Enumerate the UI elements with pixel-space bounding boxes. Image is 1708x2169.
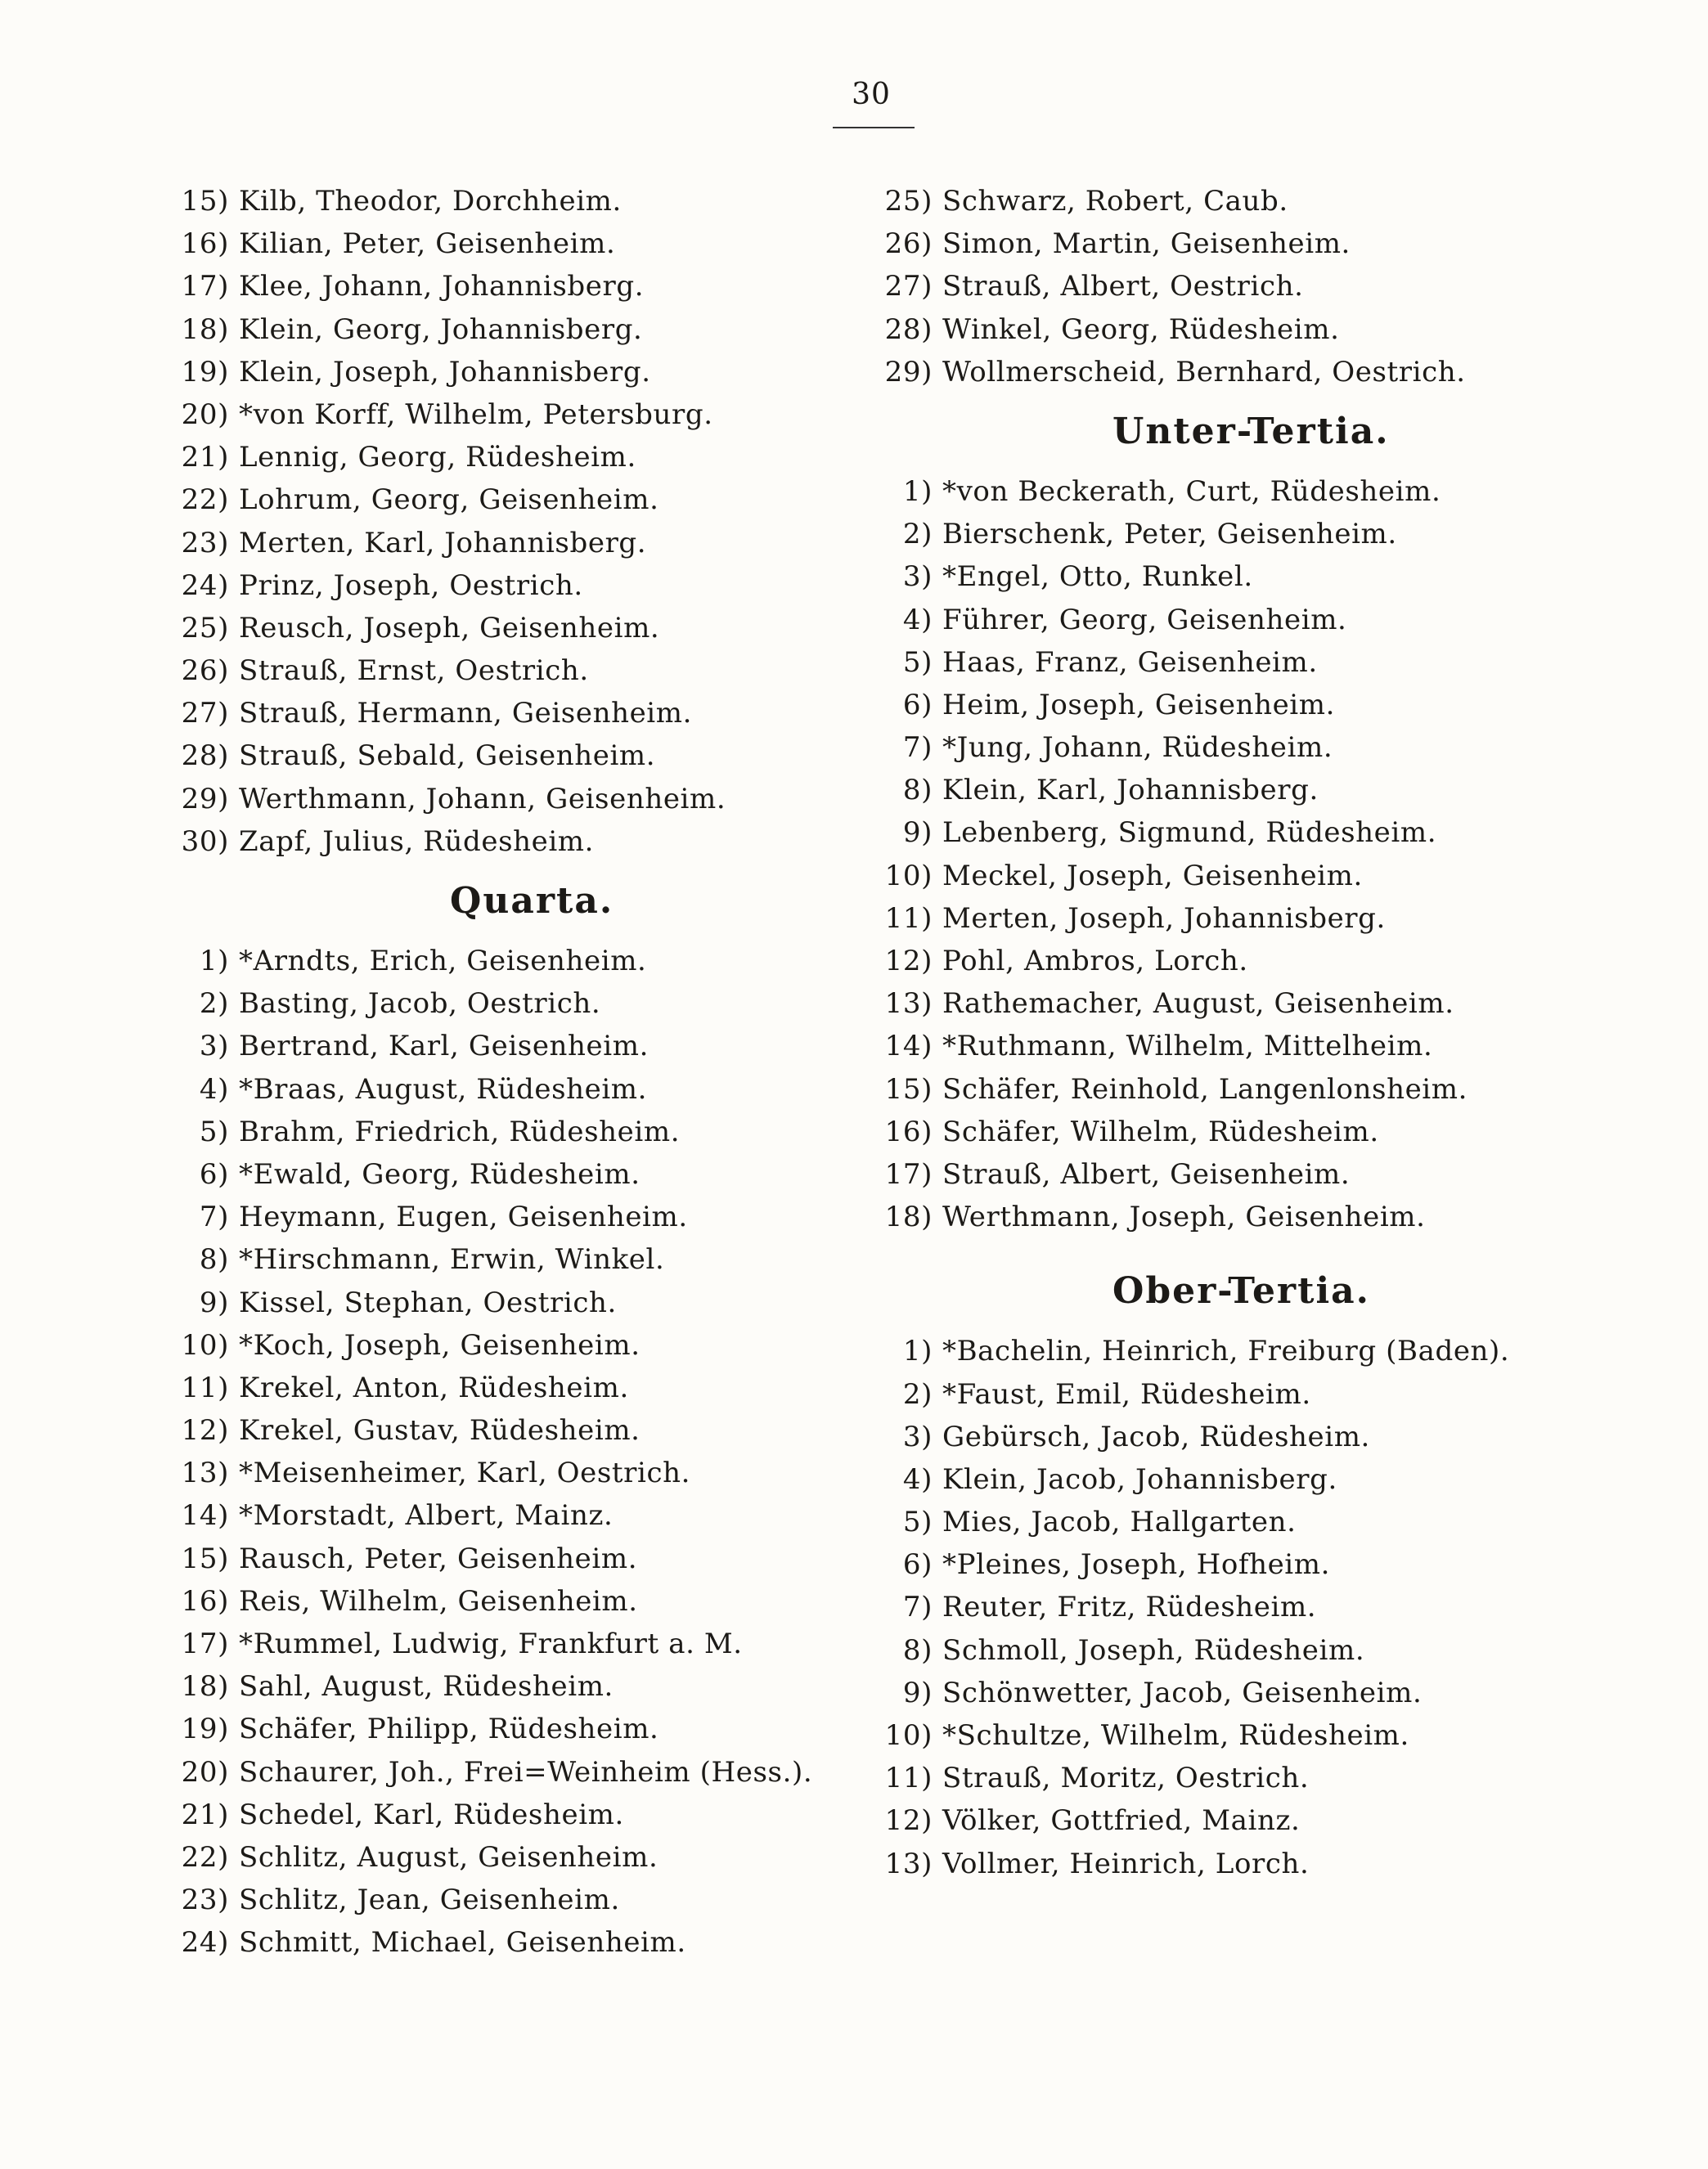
- list-item: [155, 564, 875, 607]
- entry-number: 8): [902, 1633, 933, 1667]
- list-item: [867, 1025, 1554, 1067]
- list-item: [155, 940, 875, 982]
- entry-number: 15): [181, 185, 229, 218]
- entry-name: Schmoll, Joseph, Rüdesheim.: [942, 1633, 1365, 1667]
- entry-name: Reusch, Joseph, Geisenheim.: [239, 611, 660, 644]
- list-item: [867, 1373, 1554, 1416]
- list-item: [155, 1751, 875, 1794]
- entry-number: 10): [181, 1328, 229, 1362]
- entry-number: 9): [902, 816, 933, 850]
- entry-name: Schäfer, Reinhold, Langenlonsheim.: [942, 1072, 1468, 1106]
- entry-name: Führer, Georg, Geisenheim.: [942, 603, 1347, 636]
- entry-number: 6): [902, 1548, 933, 1582]
- entry-number: 5): [902, 1506, 933, 1539]
- entry-name: Strauß, Ernst, Oestrich.: [239, 654, 589, 688]
- left-column: [155, 180, 875, 1965]
- entry-number: 25): [181, 611, 229, 644]
- list-item: [867, 1068, 1554, 1111]
- list-item: [867, 351, 1554, 393]
- entry-number: 17): [884, 1157, 933, 1191]
- entry-name: Klein, Georg, Johannisberg.: [239, 312, 643, 346]
- entry-number: 14): [181, 1499, 229, 1533]
- entry-name: Merten, Joseph, Johannisberg.: [942, 901, 1386, 935]
- list-item: [155, 820, 875, 863]
- entry-name: Mies, Jacob, Hallgarten.: [942, 1506, 1297, 1539]
- entry-name: Zapf, Julius, Rüdesheim.: [239, 824, 595, 858]
- page-number-underline: [833, 127, 915, 128]
- entry-name: Strauß, Sebald, Geisenheim.: [239, 739, 656, 773]
- entry-name: Schönwetter, Jacob, Geisenheim.: [942, 1676, 1423, 1709]
- entry-number: 1): [199, 945, 229, 977]
- list-item: [155, 265, 875, 308]
- list-item: [867, 982, 1554, 1025]
- list-item: [155, 351, 875, 393]
- entry-name: Schedel, Karl, Rüdesheim.: [239, 1798, 624, 1831]
- entry-number: 15): [181, 1542, 229, 1575]
- entry-name: *Meisenheimer, Karl, Oestrich.: [239, 1457, 691, 1490]
- entry-number: 27): [884, 270, 933, 303]
- entry-number: 29): [181, 782, 229, 815]
- list-item: [155, 1238, 875, 1281]
- entry-name: *Jung, Johann, Rüdesheim.: [942, 731, 1333, 765]
- entry-number: 21): [181, 1798, 229, 1831]
- entry-name: Reis, Wilhelm, Geisenheim.: [239, 1584, 638, 1618]
- list-item: [155, 522, 875, 564]
- entry-number: 19): [181, 1713, 229, 1746]
- entry-name: Klein, Jacob, Johannisberg.: [942, 1462, 1337, 1496]
- entry-name: Pohl, Ambros, Lorch.: [942, 945, 1248, 977]
- right-column: [867, 180, 1554, 1885]
- entry-number: 9): [199, 1286, 229, 1319]
- list-item: [867, 897, 1554, 940]
- list-item: [867, 1629, 1554, 1672]
- list-item: [867, 1501, 1554, 1543]
- entry-name: *Pleines, Joseph, Hofheim.: [942, 1548, 1331, 1582]
- entry-name: Vollmer, Heinrich, Lorch.: [942, 1847, 1310, 1880]
- entry-number: 1): [902, 1335, 933, 1368]
- entry-name: Sahl, August, Rüdesheim.: [239, 1670, 614, 1704]
- entry-name: *Morstadt, Albert, Mainz.: [239, 1499, 614, 1533]
- entry-name: Simon, Martin, Geisenheim.: [942, 227, 1351, 261]
- entry-number: 4): [199, 1072, 229, 1106]
- entry-number: 6): [199, 1157, 229, 1191]
- entry-number: 22): [181, 1840, 229, 1874]
- entry-name: Völker, Gottfried, Mainz.: [942, 1804, 1301, 1838]
- entry-number: 13): [884, 987, 933, 1021]
- section-title-unter-tertia: Unter-Tertia.: [1112, 410, 1390, 452]
- entry-number: 26): [181, 654, 229, 688]
- entry-number: 1): [902, 474, 933, 508]
- entry-name: Wollmerscheid, Bernhard, Oestrich.: [942, 355, 1466, 388]
- entry-name: *von Beckerath, Curt, Rüdesheim.: [942, 474, 1441, 508]
- list-item: [155, 436, 875, 478]
- entry-number: 12): [884, 945, 933, 977]
- entry-name: Rausch, Peter, Geisenheim.: [239, 1542, 638, 1575]
- entry-number: 3): [902, 1420, 933, 1453]
- list-item: [867, 684, 1554, 726]
- entry-number: 20): [181, 1755, 229, 1789]
- entry-name: Schäfer, Wilhelm, Rüdesheim.: [942, 1115, 1379, 1148]
- list-item: [155, 1538, 875, 1580]
- entry-number: 15): [884, 1072, 933, 1106]
- entry-name: *Faust, Emil, Rüdesheim.: [942, 1377, 1311, 1411]
- list-item: [155, 692, 875, 734]
- entry-name: Schlitz, Jean, Geisenheim.: [239, 1884, 620, 1917]
- list-item: [867, 1757, 1554, 1799]
- entry-number: 2): [902, 518, 933, 551]
- list-item: [155, 1494, 875, 1537]
- entry-number: 12): [181, 1414, 229, 1448]
- entry-number: 4): [902, 1462, 933, 1496]
- list-continued-right: [867, 180, 1554, 393]
- entry-number: 28): [884, 312, 933, 346]
- entry-name: Klee, Johann, Johannisberg.: [239, 270, 645, 303]
- entry-number: 11): [884, 901, 933, 935]
- entry-number: 18): [181, 1670, 229, 1704]
- list-ober-tertia: [867, 1330, 1554, 1884]
- section-title-ober-tertia: Ober-Tertia.: [1112, 1270, 1370, 1313]
- entry-number: 12): [884, 1804, 933, 1838]
- list-item: [867, 599, 1554, 641]
- list-item: [867, 470, 1554, 513]
- entry-name: Winkel, Georg, Rüdesheim.: [942, 312, 1340, 346]
- entry-number: 24): [181, 1926, 229, 1960]
- entry-name: *Engel, Otto, Runkel.: [942, 560, 1253, 594]
- entry-number: 23): [181, 526, 229, 559]
- list-unter-tertia: [867, 470, 1554, 1238]
- entry-name: Kissel, Stephan, Oestrich.: [239, 1286, 617, 1319]
- list-item: [155, 1153, 875, 1196]
- list-item: [155, 1111, 875, 1153]
- entry-number: 24): [181, 568, 229, 602]
- list-continued-left: [155, 180, 875, 863]
- list-item: [155, 393, 875, 436]
- entry-name: Lennig, Georg, Rüdesheim.: [239, 441, 636, 474]
- list-item: [867, 1672, 1554, 1714]
- entry-number: 17): [181, 1628, 229, 1660]
- entry-name: Meckel, Joseph, Geisenheim.: [942, 859, 1363, 892]
- entry-number: 9): [902, 1676, 933, 1709]
- entry-name: Rathemacher, August, Geisenheim.: [942, 987, 1454, 1021]
- entry-name: Schwarz, Robert, Caub.: [942, 185, 1288, 218]
- entry-name: Lebenberg, Sigmund, Rüdesheim.: [942, 816, 1437, 850]
- entry-number: 18): [884, 1201, 933, 1234]
- entry-name: Klein, Joseph, Johannisberg.: [239, 355, 651, 388]
- entry-name: *Ewald, Georg, Rüdesheim.: [239, 1157, 640, 1191]
- list-item: [155, 1409, 875, 1452]
- entry-number: 7): [902, 1591, 933, 1624]
- entry-name: Werthmann, Joseph, Geisenheim.: [942, 1201, 1426, 1234]
- list-item: [155, 1623, 875, 1665]
- list-item: [155, 1794, 875, 1836]
- list-item: [867, 513, 1554, 555]
- entry-number: 11): [181, 1371, 229, 1404]
- list-item: [155, 1367, 875, 1409]
- list-item: [867, 811, 1554, 854]
- entry-name: *Arndts, Erich, Geisenheim.: [239, 945, 647, 977]
- entry-number: 8): [199, 1243, 229, 1277]
- entry-name: Strauß, Albert, Oestrich.: [942, 270, 1304, 303]
- entry-number: 20): [181, 397, 229, 431]
- entry-name: *Bachelin, Heinrich, Freiburg (Baden).: [942, 1335, 1510, 1368]
- entry-name: Reuter, Fritz, Rüdesheim.: [942, 1591, 1317, 1624]
- list-item: [155, 1324, 875, 1367]
- list-item: [867, 769, 1554, 811]
- list-item: [867, 1543, 1554, 1586]
- list-item: [155, 1452, 875, 1494]
- entry-name: Haas, Franz, Geisenheim.: [942, 645, 1318, 679]
- list-item: [155, 1282, 875, 1324]
- list-item: [155, 1921, 875, 1964]
- entry-name: *Ruthmann, Wilhelm, Mittelheim.: [942, 1030, 1433, 1063]
- list-item: [867, 222, 1554, 265]
- list-item: [867, 555, 1554, 598]
- entry-number: 7): [902, 731, 933, 765]
- list-item: [155, 1025, 875, 1067]
- entry-number: 16): [884, 1115, 933, 1148]
- entry-name: *Hirschmann, Erwin, Winkel.: [239, 1243, 665, 1277]
- entry-number: 21): [181, 441, 229, 474]
- entry-number: 13): [884, 1847, 933, 1880]
- list-item: [867, 940, 1554, 982]
- list-item: [155, 778, 875, 820]
- entry-name: Kilb, Theodor, Dorchheim.: [239, 185, 622, 218]
- list-item: [155, 734, 875, 777]
- entry-name: Krekel, Gustav, Rüdesheim.: [239, 1414, 640, 1448]
- entry-name: *von Korff, Wilhelm, Petersburg.: [239, 397, 713, 431]
- entry-name: Heim, Joseph, Geisenheim.: [942, 688, 1336, 721]
- page-number: 30: [852, 78, 891, 111]
- entry-name: Basting, Jacob, Oestrich.: [239, 987, 601, 1021]
- entry-number: 4): [902, 603, 933, 636]
- list-item: [155, 982, 875, 1025]
- entry-number: 23): [181, 1884, 229, 1917]
- list-item: [155, 1196, 875, 1238]
- entry-number: 16): [181, 1584, 229, 1618]
- entry-number: 3): [902, 560, 933, 594]
- entry-number: 28): [181, 739, 229, 773]
- entry-number: 11): [884, 1762, 933, 1795]
- list-item: [867, 265, 1554, 308]
- entry-name: Merten, Karl, Johannisberg.: [239, 526, 647, 559]
- list-item: [155, 180, 875, 222]
- list-item: [155, 1665, 875, 1708]
- list-item: [155, 1068, 875, 1111]
- section-title-quarta: Quarta.: [450, 880, 614, 922]
- entry-name: Prinz, Joseph, Oestrich.: [239, 568, 583, 602]
- entry-number: 19): [181, 355, 229, 388]
- entry-number: 5): [199, 1115, 229, 1148]
- entry-number: 25): [884, 185, 933, 218]
- entry-number: 10): [884, 859, 933, 892]
- entry-name: Gebürsch, Jacob, Rüdesheim.: [942, 1420, 1370, 1453]
- list-item: [155, 607, 875, 649]
- entry-number: 2): [902, 1377, 933, 1411]
- list-item: [155, 478, 875, 521]
- entry-number: 17): [181, 270, 229, 303]
- entry-name: Bierschenk, Peter, Geisenheim.: [942, 518, 1397, 551]
- entry-name: Werthmann, Johann, Geisenheim.: [239, 782, 726, 815]
- entry-name: *Schultze, Wilhelm, Rüdesheim.: [942, 1719, 1409, 1752]
- entry-name: Strauß, Hermann, Geisenheim.: [239, 697, 693, 730]
- list-item: [867, 1153, 1554, 1196]
- entry-number: 3): [199, 1030, 229, 1063]
- entry-name: Schmitt, Michael, Geisenheim.: [239, 1926, 686, 1960]
- entry-name: Brahm, Friedrich, Rüdesheim.: [239, 1115, 681, 1148]
- list-item: [155, 1879, 875, 1921]
- list-item: [867, 1458, 1554, 1501]
- list-quarta: [155, 940, 875, 1965]
- entry-name: Bertrand, Karl, Geisenheim.: [239, 1030, 649, 1063]
- entry-name: Strauß, Moritz, Oestrich.: [942, 1762, 1310, 1795]
- entry-number: 30): [181, 824, 229, 858]
- list-item: [867, 1843, 1554, 1885]
- entry-number: 10): [884, 1719, 933, 1752]
- entry-name: Kilian, Peter, Geisenheim.: [239, 227, 616, 261]
- list-item: [155, 1580, 875, 1623]
- entry-number: 8): [902, 774, 933, 807]
- list-item: [867, 308, 1554, 351]
- entry-number: 13): [181, 1457, 229, 1490]
- entry-number: 14): [884, 1030, 933, 1063]
- list-item: [867, 855, 1554, 897]
- entry-number: 6): [902, 688, 933, 721]
- entry-number: 26): [884, 227, 933, 261]
- entry-number: 2): [199, 987, 229, 1021]
- list-item: [867, 1586, 1554, 1628]
- list-item: [155, 1836, 875, 1879]
- list-item: [867, 1196, 1554, 1238]
- list-item: [867, 1416, 1554, 1458]
- entry-number: 7): [199, 1201, 229, 1234]
- list-item: [867, 1714, 1554, 1757]
- entry-name: Heymann, Eugen, Geisenheim.: [239, 1201, 688, 1234]
- entry-name: Schaurer, Joh., Frei=Weinheim (Hess.).: [239, 1755, 813, 1789]
- entry-name: Strauß, Albert, Geisenheim.: [942, 1157, 1351, 1191]
- list-item: [155, 222, 875, 265]
- entry-number: 29): [884, 355, 933, 388]
- list-item: [867, 726, 1554, 769]
- entry-number: 5): [902, 645, 933, 679]
- list-item: [867, 180, 1554, 222]
- entry-number: 18): [181, 312, 229, 346]
- list-item: [867, 1330, 1554, 1372]
- list-item: [867, 1799, 1554, 1842]
- list-item: [155, 649, 875, 692]
- list-item: [155, 1708, 875, 1750]
- entry-name: Lohrum, Georg, Geisenheim.: [239, 483, 659, 517]
- list-item: [867, 641, 1554, 684]
- entry-name: *Braas, August, Rüdesheim.: [239, 1072, 648, 1106]
- list-item: [155, 308, 875, 351]
- entry-number: 16): [181, 227, 229, 261]
- list-item: [867, 1111, 1554, 1153]
- entry-name: Krekel, Anton, Rüdesheim.: [239, 1371, 629, 1404]
- entry-number: 27): [181, 697, 229, 730]
- entry-number: 22): [181, 483, 229, 517]
- entry-name: *Rummel, Ludwig, Frankfurt a. M.: [239, 1628, 743, 1660]
- entry-name: Klein, Karl, Johannisberg.: [942, 774, 1319, 807]
- entry-name: Schäfer, Philipp, Rüdesheim.: [239, 1713, 659, 1746]
- entry-name: Schlitz, August, Geisenheim.: [239, 1840, 658, 1874]
- entry-name: *Koch, Joseph, Geisenheim.: [239, 1328, 640, 1362]
